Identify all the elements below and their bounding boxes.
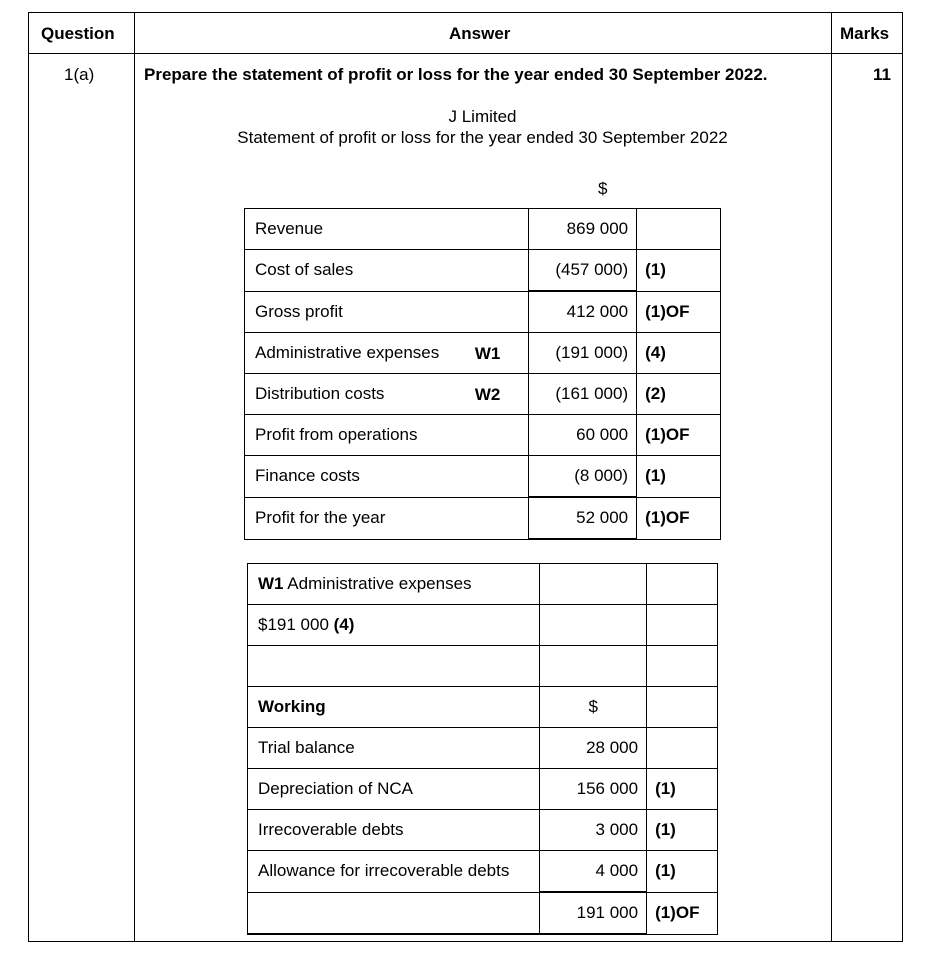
- line-amount: (191 000): [529, 333, 637, 374]
- line-mark: (1): [637, 456, 721, 498]
- working-ref: W2: [474, 385, 501, 404]
- empty-cell: [540, 605, 647, 646]
- line-mark: (4): [637, 333, 721, 374]
- line-mark: (2): [637, 374, 721, 415]
- empty-cell: [540, 646, 647, 687]
- frame-right-border: [902, 12, 903, 942]
- table-row: [248, 769, 718, 810]
- statement-title: Statement of profit or loss for the year ended 30 September 2022: [237, 128, 728, 147]
- question-marks: 11: [873, 65, 891, 84]
- table-row: [245, 250, 721, 292]
- item-mark: [647, 728, 718, 769]
- empty-cell: [248, 892, 540, 934]
- header-answer: Answer: [449, 24, 511, 43]
- w1-heading: W1 Administrative expenses: [248, 564, 540, 605]
- table-row: [245, 415, 721, 456]
- line-amount: 52 000: [529, 497, 637, 539]
- w1-working-table: [247, 563, 718, 935]
- line-mark: [637, 209, 721, 250]
- working-ref: W1: [474, 344, 501, 363]
- line-amount: 412 000: [529, 291, 637, 333]
- w1-total: $191 000 (4): [248, 605, 540, 646]
- frame-divider-question: [134, 12, 135, 942]
- item-amount: 4 000: [540, 851, 647, 893]
- table-row: [245, 209, 721, 250]
- table-row: [245, 333, 721, 374]
- table-row: [248, 564, 718, 605]
- header-marks: Marks: [840, 24, 890, 43]
- line-label: Administrative expenses W1: [245, 333, 529, 374]
- frame-divider-marks: [831, 12, 832, 942]
- line-label: Distribution costs W2: [245, 374, 529, 415]
- line-mark: (1)OF: [637, 497, 721, 539]
- empty-cell: [540, 564, 647, 605]
- line-label: Finance costs: [245, 456, 529, 498]
- table-row: [248, 810, 718, 851]
- item-label: Allowance for irrecoverable debts: [248, 851, 540, 893]
- item-label: Depreciation of NCA: [248, 769, 540, 810]
- item-label: Irrecoverable debts: [248, 810, 540, 851]
- line-amount: 60 000: [529, 415, 637, 456]
- table-row: [248, 646, 718, 687]
- table-row: [245, 497, 721, 539]
- header-question: Question: [41, 24, 115, 43]
- line-label: Profit for the year: [245, 497, 529, 539]
- question-number: 1(a): [64, 65, 95, 84]
- header-divider: [28, 53, 903, 54]
- working-currency: $: [540, 687, 647, 728]
- empty-cell: [248, 646, 540, 687]
- item-label: Trial balance: [248, 728, 540, 769]
- line-amount: (161 000): [529, 374, 637, 415]
- line-amount: (8 000): [529, 456, 637, 498]
- empty-cell: [647, 605, 718, 646]
- item-mark: (1): [647, 851, 718, 893]
- profit-loss-table: [244, 208, 721, 540]
- item-amount: 3 000: [540, 810, 647, 851]
- line-mark: (1)OF: [637, 415, 721, 456]
- working-label: Working: [248, 687, 540, 728]
- question-prompt: Prepare the statement of profit or loss for the year ended 30 September 2022.: [144, 65, 768, 84]
- empty-cell: [647, 687, 718, 728]
- table-row: [248, 687, 718, 728]
- table-row: [248, 605, 718, 646]
- frame-bottom-border: [28, 941, 903, 942]
- statement-currency: $: [598, 179, 608, 198]
- item-amount: 156 000: [540, 769, 647, 810]
- table-row: [248, 851, 718, 893]
- table-row: [245, 374, 721, 415]
- empty-cell: [647, 564, 718, 605]
- line-label: Revenue: [245, 209, 529, 250]
- table-row: [245, 456, 721, 498]
- item-amount: 28 000: [540, 728, 647, 769]
- line-mark: (1)OF: [637, 291, 721, 333]
- empty-cell: [647, 646, 718, 687]
- table-row: [248, 728, 718, 769]
- item-mark: (1): [647, 769, 718, 810]
- line-label: Gross profit: [245, 291, 529, 333]
- line-amount: (457 000): [529, 250, 637, 292]
- table-row: [245, 291, 721, 333]
- frame-top-border: [28, 12, 903, 13]
- item-mark: (1): [647, 810, 718, 851]
- line-amount: 869 000: [529, 209, 637, 250]
- table-row: [248, 892, 718, 934]
- line-mark: (1): [637, 250, 721, 292]
- line-label: Cost of sales: [245, 250, 529, 292]
- line-label: Profit from operations: [245, 415, 529, 456]
- frame-left-border: [28, 12, 29, 942]
- company-name: J Limited: [448, 107, 517, 126]
- sum-amount: 191 000: [540, 892, 647, 934]
- sum-mark: (1)OF: [647, 892, 718, 934]
